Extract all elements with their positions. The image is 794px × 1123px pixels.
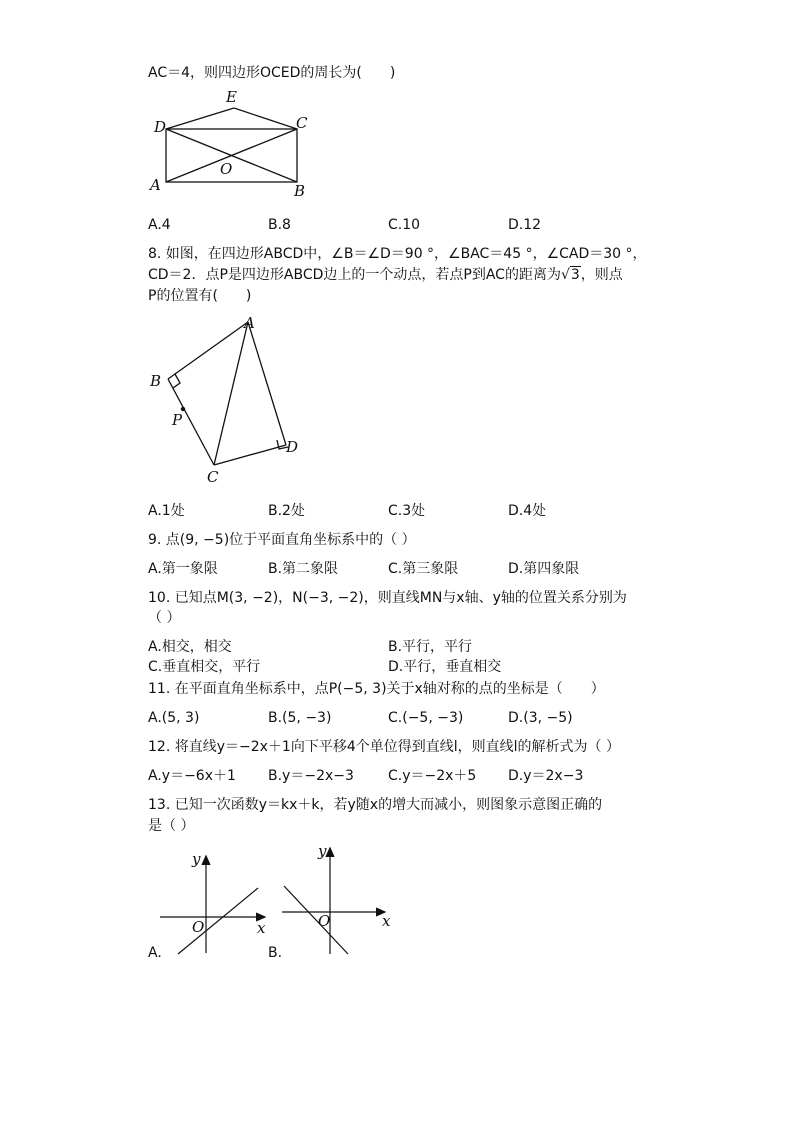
- q8-label-d: D: [286, 438, 299, 456]
- q13-graph-b: [278, 842, 394, 958]
- q8-option-c[interactable]: C.3处: [388, 503, 426, 519]
- q10-option-d[interactable]: D.平行，垂直相交: [388, 659, 502, 675]
- q10-option-b[interactable]: B.平行，平行: [388, 639, 473, 655]
- q7-label-a: A: [150, 176, 161, 194]
- q8-stem-line1: 8. 如图，在四边形ABCD中，∠B＝∠D＝90 °，∠BAC＝45 °，∠CAD＝30 °，: [148, 246, 647, 262]
- q8-label-b: B: [150, 372, 162, 390]
- q11-option-d[interactable]: D.(3, −5): [508, 710, 573, 726]
- q9-option-b[interactable]: B.第二象限: [268, 561, 339, 577]
- q7-option-c[interactable]: C.10: [388, 217, 421, 233]
- q12-option-c[interactable]: C.y＝−2x＋5: [388, 768, 477, 784]
- q7-label-b: B: [294, 182, 306, 200]
- q12-stem: 12. 将直线y＝−2x＋1向下平移4个单位得到直线l，则直线l的解析式为（ ）: [148, 739, 620, 755]
- q9-option-c[interactable]: C.第三象限: [388, 561, 459, 577]
- q13-graph-a: [158, 848, 270, 958]
- q7-stem: AC＝4，则四边形OCED的周长为( ): [148, 65, 396, 81]
- sqrt-symbol: √3: [560, 267, 580, 283]
- q9-stem: 9. 点(9, −5)位于平面直角坐标系中的（ ）: [148, 532, 416, 548]
- q13-stem-line2: 是（ ）: [148, 818, 195, 834]
- q7-option-b[interactable]: B.8: [268, 217, 291, 233]
- q11-stem: 11. 在平面直角坐标系中，点P(−5, 3)关于x轴对称的点的坐标是（ ）: [148, 681, 605, 697]
- q8-stem-line3: P的位置有( ): [148, 288, 252, 304]
- q9-option-a[interactable]: A.第一象限: [148, 561, 218, 577]
- q7-label-o: O: [220, 160, 233, 178]
- q13a-label-y: y: [192, 850, 201, 868]
- q7-option-d[interactable]: D.12: [508, 217, 542, 233]
- q11-option-b[interactable]: B.(5, −3): [268, 710, 332, 726]
- q8-option-b[interactable]: B.2处: [268, 503, 305, 519]
- q13-option-a[interactable]: A.: [148, 945, 162, 961]
- q7-label-e: E: [226, 88, 237, 106]
- q8-label-a: A: [244, 314, 255, 332]
- q13b-label-y: y: [318, 842, 327, 860]
- q13-stem-line1: 13. 已知一次函数y＝kx＋k，若y随x的增大而减小，则图象示意图正确的: [148, 797, 603, 813]
- q7-figure: [140, 86, 320, 201]
- q8-label-c: C: [207, 468, 219, 486]
- q7-option-a[interactable]: A.4: [148, 217, 171, 233]
- q13-option-b[interactable]: B.: [268, 945, 283, 961]
- q9-option-d[interactable]: D.第四象限: [508, 561, 580, 577]
- q12-option-a[interactable]: A.y＝−6x＋1: [148, 768, 236, 784]
- q8-label-p: P: [172, 411, 183, 429]
- q13b-label-o: O: [318, 912, 331, 930]
- q10-stem-line2: （ ）: [148, 610, 181, 626]
- q13b-label-x: x: [382, 912, 391, 930]
- q12-option-b[interactable]: B.y＝−2x−3: [268, 768, 354, 784]
- q13a-label-x: x: [257, 919, 266, 937]
- q13a-label-o: O: [192, 918, 205, 936]
- q8-option-a[interactable]: A.1处: [148, 503, 185, 519]
- q10-stem-line1: 10. 已知点M(3, −2)，N(−3, −2)，则直线MN与x轴、y轴的位置关系分别为: [148, 590, 627, 606]
- q11-option-c[interactable]: C.(−5, −3): [388, 710, 464, 726]
- q10-option-a[interactable]: A.相交，相交: [148, 639, 232, 655]
- q8-option-d[interactable]: D.4处: [508, 503, 547, 519]
- q11-option-a[interactable]: A.(5, 3): [148, 710, 200, 726]
- q8-stem-line2: CD＝2．点P是四边形ABCD边上的一个动点，若点P到AC的距离为√3，则点: [148, 267, 623, 283]
- q12-option-d[interactable]: D.y＝2x−3: [508, 768, 584, 784]
- q10-option-c[interactable]: C.垂直相交，平行: [148, 659, 261, 675]
- q7-label-c: C: [296, 114, 308, 132]
- q7-label-d: D: [154, 118, 167, 136]
- q8-figure: [140, 312, 310, 487]
